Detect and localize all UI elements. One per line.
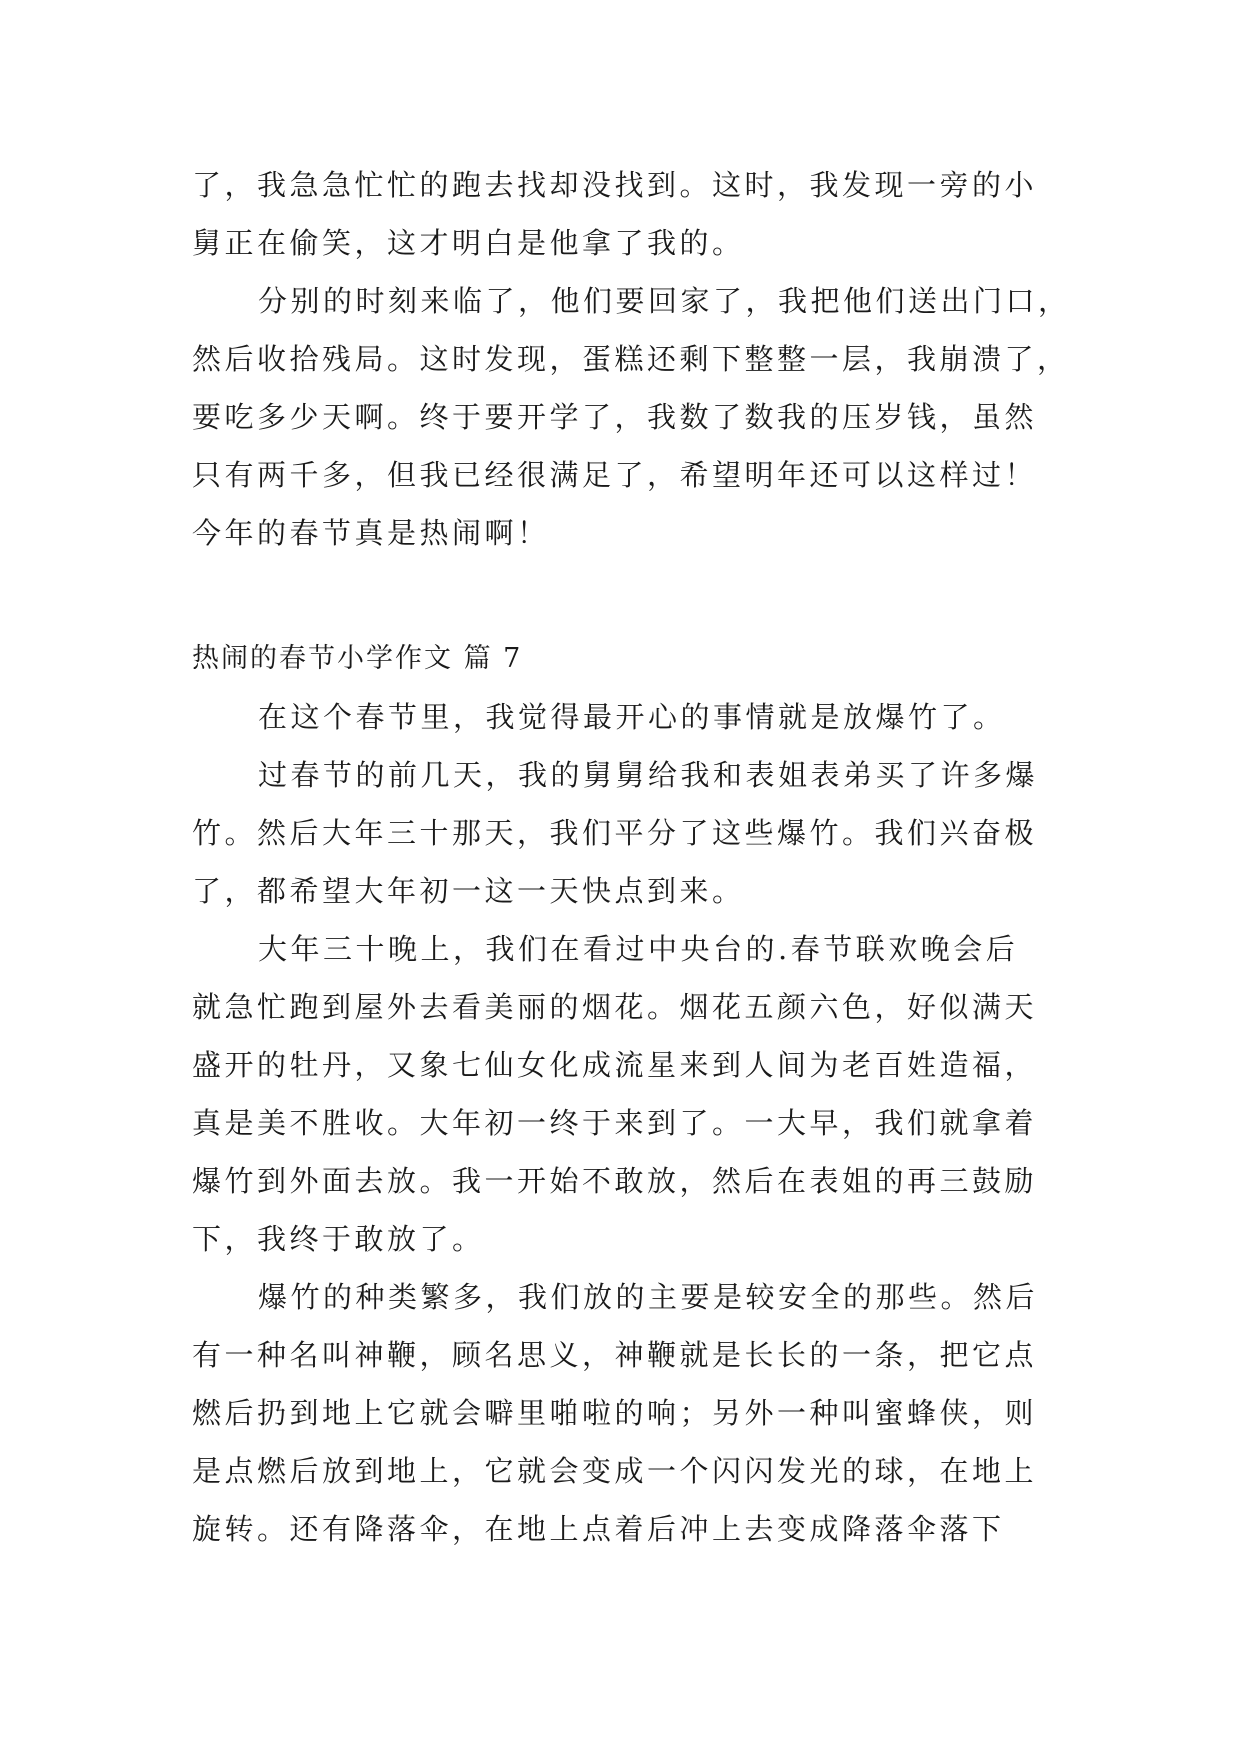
section-heading: 热闹的春节小学作文 篇 7 <box>192 643 523 674</box>
text-line: 过春节的前几天，我的舅舅给我和表姐表弟买了许多爆 <box>258 758 1039 792</box>
document-page <box>192 156 1071 1558</box>
text-line: 竹。然后大年三十那天，我们平分了这些爆竹。我们兴奋极 <box>192 816 1038 850</box>
section-gap <box>192 562 1058 630</box>
intro-paragraph-end <box>192 156 1058 272</box>
text-line: 在这个春节里，我觉得最开心的事情就是放爆竹了。 <box>258 700 1006 734</box>
text-line: 爆竹的种类繁多，我们放的主要是较安全的那些。然后 <box>258 1280 1039 1314</box>
paragraph-uncle-gift <box>192 746 1058 920</box>
text-line: 就急忙跑到屋外去看美丽的烟花。烟花五颜六色，好似满天 <box>192 990 1038 1024</box>
text-line: 然后收拾残局。这时发现，蛋糕还剩下整整一层，我崩溃了， <box>192 342 1070 376</box>
text-line: 真是美不胜收。大年初一终于来到了。一大早，我们就拿着 <box>192 1106 1038 1140</box>
text-line: 盛开的牡丹，又象七仙女化成流星来到人间为老百姓造福， <box>192 1048 1038 1082</box>
paragraph-firecrackers-intro <box>192 688 1058 746</box>
text-line: 了，我急急忙忙的跑去找却没找到。这时，我发现一旁的小 <box>192 168 1038 202</box>
paragraph-new-years-eve <box>192 920 1058 1268</box>
text-line: 燃后扔到地上它就会噼里啪啦的响；另外一种叫蜜蜂侠，则 <box>192 1396 1038 1430</box>
text-line: 是点燃后放到地上，它就会变成一个闪闪发光的球，在地上 <box>192 1454 1038 1488</box>
farewell-paragraph <box>192 272 1071 562</box>
text-line: 爆竹到外面去放。我一开始不敢放，然后在表姐的再三鼓励 <box>192 1164 1038 1198</box>
text-line: 舅正在偷笑，这才明白是他拿了我的。 <box>192 226 745 260</box>
text-line: 下，我终于敢放了。 <box>192 1222 485 1256</box>
paragraph-firecracker-types <box>192 1268 1058 1558</box>
text-line: 要吃多少天啊。终于要开学了，我数了数我的压岁钱，虽然 <box>192 400 1038 434</box>
text-line: 今年的春节真是热闹啊！ <box>192 516 550 550</box>
text-line: 大年三十晚上，我们在看过中央台的.春节联欢晚会后 <box>258 932 1019 966</box>
text-line: 有一种名叫神鞭，顾名思义，神鞭就是长长的一条，把它点 <box>192 1338 1038 1372</box>
text-line: 了，都希望大年初一这一天快点到来。 <box>192 874 745 908</box>
text-line: 分别的时刻来临了，他们要回家了，我把他们送出门口， <box>258 284 1071 318</box>
text-line: 只有两千多，但我已经很满足了，希望明年还可以这样过！ <box>192 458 1038 492</box>
text-line: 旋转。还有降落伞，在地上点着后冲上去变成降落伞落下 <box>192 1512 1005 1546</box>
